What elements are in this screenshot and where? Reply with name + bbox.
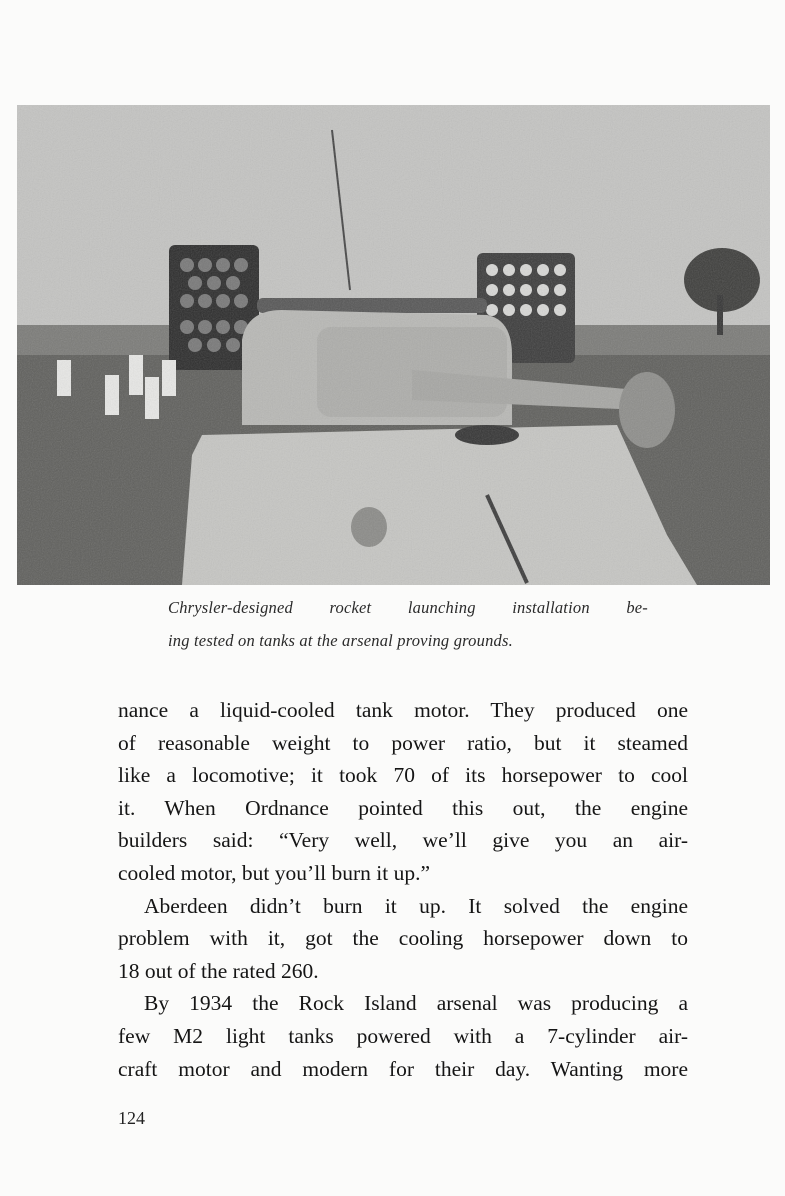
text-line: cooled motor, but you’ll burn it up.”	[118, 860, 431, 885]
caption-line: ing tested on tanks at the arsenal proving grounds.	[168, 630, 513, 650]
text-line: of reasonable weight to power ratio, but it steamed	[118, 730, 688, 755]
text-line: problem with it, got the cooling horsepower down to	[118, 926, 688, 951]
text-line: builders said: “Very well, we’ll give you an air-	[118, 828, 688, 853]
text-line: like a locomotive; it took 70 of its horsepower to cool	[118, 763, 688, 788]
paragraph	[118, 987, 688, 1085]
tank-photograph	[17, 105, 770, 585]
text-line: nance a liquid-cooled tank motor. They produced one	[118, 698, 688, 722]
film-grain	[17, 105, 770, 585]
page-number: 124	[118, 1108, 145, 1128]
text-line: it. When Ordnance pointed this out, the engine	[118, 795, 688, 820]
caption-line: Chrysler-designed rocket launching installation be-	[168, 598, 648, 617]
text-line: By 1934 the Rock Island arsenal was producing a	[144, 991, 688, 1016]
figure-caption	[168, 598, 648, 651]
body-text	[118, 694, 688, 1085]
paragraph	[118, 694, 688, 890]
text-line: 18 out of the rated 260.	[118, 958, 319, 983]
text-line: few M2 light tanks powered with a 7-cylinder air-	[118, 1023, 688, 1048]
paragraph	[118, 890, 688, 988]
text-line: craft motor and modern for their day. Wanting more	[118, 1056, 688, 1081]
text-line: Aberdeen didn’t burn it up. It solved the engine	[144, 893, 688, 918]
photo-illustration	[17, 105, 770, 585]
